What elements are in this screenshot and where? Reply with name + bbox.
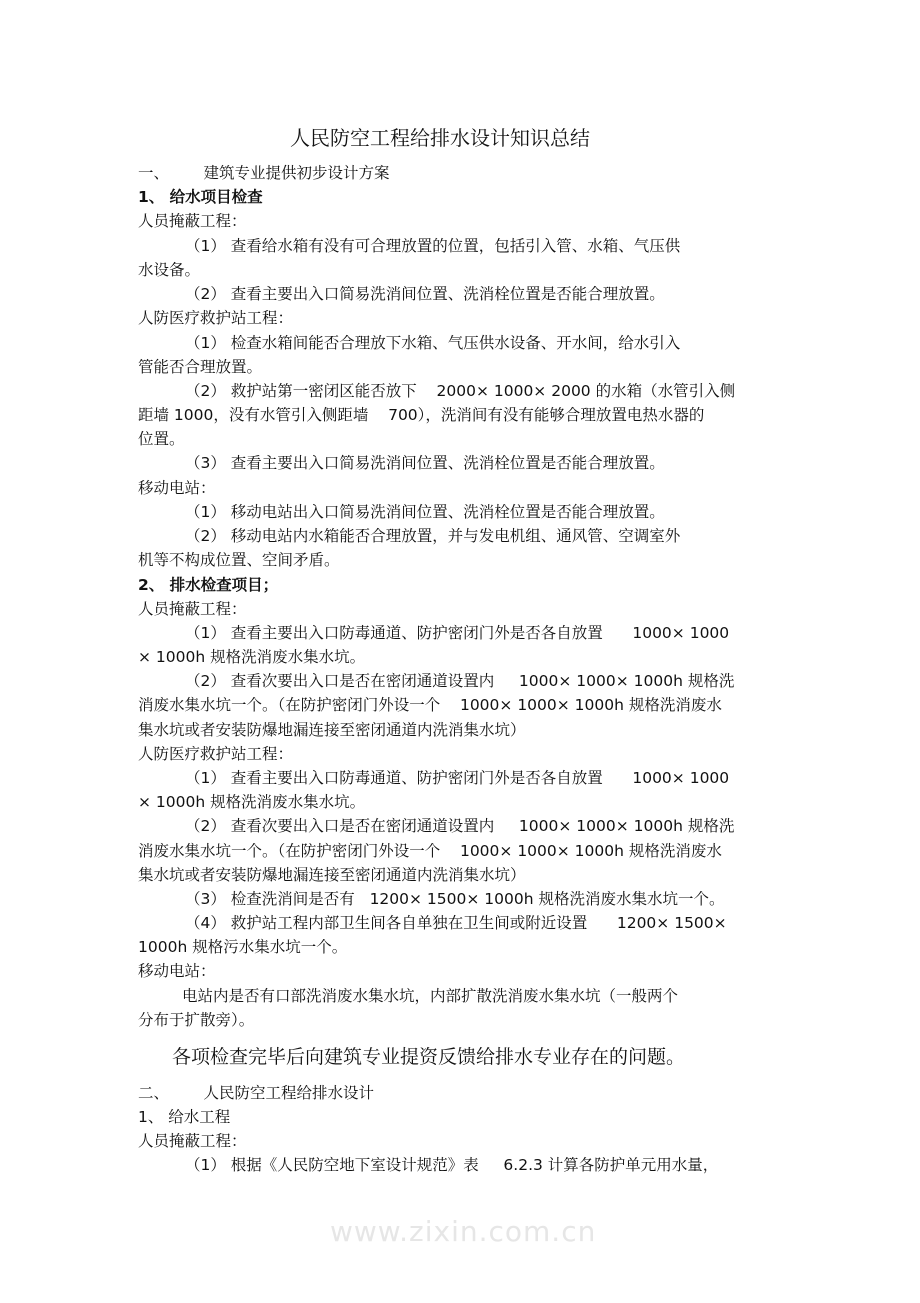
paragraph-line: （1） 查看主要出入口防毒通道、防护密闭门外是否各自放置 1000× 1000 — [185, 769, 730, 787]
paragraph-line: 1、 给水工程 — [138, 1108, 231, 1126]
section-heading: 一、 建筑专业提供初步设计方案 — [138, 164, 390, 182]
paragraph-line: （4） 救护站工程内部卫生间各自单独在卫生间或附近设置 1200× 1500× — [185, 914, 727, 932]
paragraph-line: 位置。 — [138, 430, 185, 448]
paragraph-line: 人员掩蔽工程： — [138, 212, 247, 230]
paragraph-line: （1） 根据《人民防空地下室设计规范》表 6.2.3 计算各防护单元用水量， — [185, 1156, 719, 1174]
paragraph-line: （3） 检查洗消间是否有 1200× 1500× 1000h 规格洗消废水集水坑一个。 — [185, 890, 725, 908]
paragraph-line: （1） 移动电站出入口简易洗消间位置、洗消栓位置是否能合理放置。 — [185, 503, 665, 521]
paragraph-line: 人防医疗救护站工程： — [138, 309, 294, 327]
subsection-heading: 1、 给水项目检查 — [138, 188, 263, 206]
paragraph-line: 集水坑或者安装防爆地漏连接至密闭通道内洗消集水坑） — [138, 866, 526, 884]
paragraph-line: 移动电站： — [138, 479, 216, 497]
paragraph-line: 消废水集水坑一个。（在防护密闭门外设一个 1000× 1000× 1000h 规格洗消废水 — [138, 842, 722, 860]
paragraph-line: （2） 查看次要出入口是否在密闭通道设置内 1000× 1000× 1000h 规格洗 — [185, 672, 735, 690]
paragraph-line: 管能否合理放置。 — [138, 358, 263, 376]
paragraph-line: 消废水集水坑一个。（在防护密闭门外设一个 1000× 1000× 1000h 规格洗消废水 — [138, 696, 722, 714]
paragraph-line: （2） 救护站第一密闭区能否放下 2000× 1000× 2000 的水箱（水管引入侧 — [185, 382, 736, 400]
paragraph-line: 人防医疗救护站工程： — [138, 745, 294, 763]
paragraph-line: 水设备。 — [138, 261, 201, 279]
paragraph-line: 人员掩蔽工程： — [138, 1132, 247, 1150]
paragraph-line: （3） 查看主要出入口简易洗消间位置、洗消栓位置是否能合理放置。 — [185, 454, 665, 472]
summary-statement: 各项检查完毕后向建筑专业提资反馈给排水专业存在的问题。 — [172, 1046, 686, 1068]
paragraph-line: （1） 查看主要出入口防毒通道、防护密闭门外是否各自放置 1000× 1000 — [185, 624, 730, 642]
section-heading: 二、 人民防空工程给排水设计 — [138, 1084, 374, 1102]
paragraph-line: 距墙 1000，没有水管引入侧距墙 700），洗消间有没有能够合理放置电热水器的 — [138, 406, 705, 424]
paragraph-line: 1000h 规格污水集水坑一个。 — [138, 938, 348, 956]
document-title: 人民防空工程给排水设计知识总结 — [290, 126, 590, 150]
paragraph-line: 机等不构成位置、空间矛盾。 — [138, 551, 340, 569]
paragraph-line: 分布于扩散旁）。 — [138, 1011, 255, 1029]
paragraph-line: （1） 检查水箱间能否合理放下水箱、气压供水设备、开水间，给水引入 — [185, 334, 681, 352]
paragraph-line: × 1000h 规格洗消废水集水坑。 — [138, 793, 366, 811]
paragraph-line: （2） 查看主要出入口简易洗消间位置、洗消栓位置是否能合理放置。 — [185, 285, 665, 303]
paragraph-line: 电站内是否有口部洗消废水集水坑，内部扩散洗消废水集水坑（一般两个 — [182, 987, 679, 1005]
subsection-heading: 2、 排水检查项目； — [138, 576, 279, 594]
watermark: www.zixin.com.cn — [330, 1215, 597, 1248]
paragraph-line: （2） 查看次要出入口是否在密闭通道设置内 1000× 1000× 1000h 规格洗 — [185, 817, 735, 835]
paragraph-line: （1） 查看给水箱有没有可合理放置的位置，包括引入管、水箱、气压供 — [185, 237, 681, 255]
paragraph-line: （2） 移动电站内水箱能否合理放置，并与发电机组、通风管、空调室外 — [185, 527, 681, 545]
paragraph-line: 移动电站： — [138, 962, 216, 980]
paragraph-line: × 1000h 规格洗消废水集水坑。 — [138, 648, 366, 666]
paragraph-line: 人员掩蔽工程： — [138, 600, 247, 618]
paragraph-line: 集水坑或者安装防爆地漏连接至密闭通道内洗消集水坑） — [138, 721, 526, 739]
